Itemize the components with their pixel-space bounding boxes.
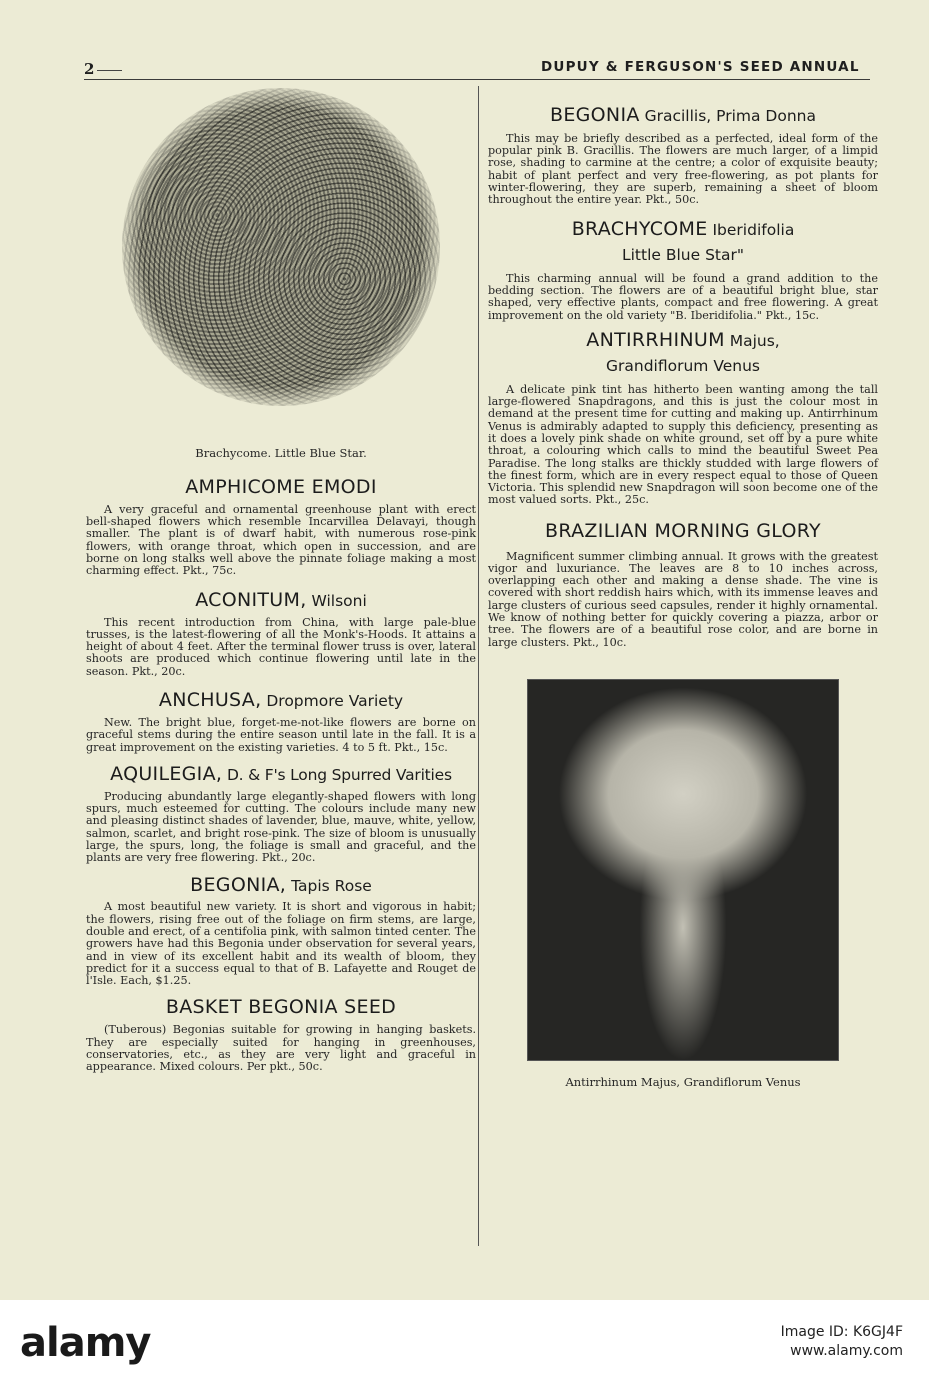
column-divider xyxy=(478,86,479,1246)
heading-brachycome: BRACHYCOME Iberidifolia xyxy=(571,217,795,240)
alamy-logo: alamy xyxy=(20,1320,151,1366)
text-begonia-tapis: A most beautiful new variety. It is short and vigorous in habit; the flowers, rising free out of the foliage on firm stems, are large, double and erect, of a centifolia pink, with salmon tinted center. The growers have had this Begonia under observation for several years, and in view of its excellent habit and its wealth of bloom, they predict for it a success equal to that of B. Lafayette and Rouget de l'Isle. Each, $1.25. xyxy=(86,900,476,988)
running-header-title: DUPUY & FERGUSON'S SEED ANNUAL xyxy=(541,59,860,75)
text-begonia-gracillis: This may be briefly described as a perfected, ideal form of the popular pink B. Gracillis. The flowers are much larger, of a limpid rose, shading to carmine at the centre; a color of exquisite beauty; habit of plant perfect and very free-flowering, as pot plants for winter-flowering, they are superb, remaining a sheet of bloom throughout the entire year. Pkt., 50c. xyxy=(488,131,878,207)
text-basket-begonia: (Tuberous) Begonias suitable for growing in hanging baskets. They are especially suited for hanging in greenhouses, conservatories, etc., as they are very light and graceful in appearance. Mixed colours. Per pkt., 50c. xyxy=(86,1023,476,1074)
subheading-brachycome: Little Blue Star" xyxy=(621,245,744,264)
image-id-label: Image ID: K6GJ4F xyxy=(780,1324,903,1340)
heading-aconitum: ACONITUM, Wilsoni xyxy=(195,588,367,611)
heading-antirrhinum: ANTIRRHINUM Majus, xyxy=(586,328,780,351)
text-antirrhinum: A delicate pink tint has hitherto been wanting among the tall large-flowered Snapdragons, and this is just the colour most in demand at the present time for cutting and making up. Antirrhinum Venus is admirably adapted to supply this deficiency, presenting as it does a lovely pink shade on white ground, set off by a pure white throat, a colouring which calls to mind the beautiful Sweet Pea Paradise. The long stalks are thickly studded with large flowers of the finest form, which are in every respect equal to those of Queen Victoria. This splendid new Snapdragon will soon become one of the most valued sorts. Pkt., 25c. xyxy=(488,382,878,507)
heading-aquilegia: AQUILEGIA, D. & F's Long Spurred Varities xyxy=(110,762,452,785)
brachycome-photo xyxy=(122,88,440,406)
right-column xyxy=(488,84,878,1089)
antirrhinum-photo xyxy=(527,679,839,1061)
subheading-antirrhinum: Grandiflorum Venus xyxy=(606,356,760,375)
heading-begonia-tapis: BEGONIA, Tapis Rose xyxy=(190,873,372,896)
page-number: 2 xyxy=(84,60,95,78)
watermark-info xyxy=(781,1323,903,1361)
text-amphicome: A very graceful and ornamental greenhouse plant with erect bell-shaped flowers which resemble Incarvillea Delavayi, though smaller. The plant is of dwarf habit, with numerous rose-pink flowers, with orange throat, which open in succession, and are borne on long stalks well above the pinnate foliage making a most charming effect. Pkt., 75c. xyxy=(86,502,476,578)
heading-basket-begonia: BASKET BEGONIA SEED xyxy=(165,996,397,1019)
left-column xyxy=(86,84,476,1074)
site-label: www.alamy.com xyxy=(790,1343,903,1359)
antirrhinum-caption: Antirrhinum Majus, Grandiflorum Venus xyxy=(565,1074,801,1089)
text-aconitum: This recent introduction from China, with large pale-blue trusses, is the latest-flowering of all the Monk's-Hoods. It attains a height of about 4 feet. After the terminal flower truss is over, lateral shoots are produced which continue flowering until late in the season. Pkt., 20c. xyxy=(86,615,476,678)
text-aquilegia: Producing abundantly large elegantly-shaped flowers with long spurs, much esteemed for cutting. The colours include many new and pleasing distinct shades of lavender, blue, mauve, white, yellow, salmon, scarlet, and bright rose-pink. The size of bloom is unusually large, the spurs, long, the foliage is small and graceful, and the plants are very free flowering. Pkt., 20c. xyxy=(86,789,476,865)
heading-amphicome: AMPHICOME EMODI xyxy=(185,476,377,498)
heading-brazilian-morning-glory: BRAZILIAN MORNING GLORY xyxy=(545,519,821,542)
heading-begonia-gracillis: BEGONIA Gracillis, Prima Donna xyxy=(550,104,816,126)
text-brazilian-morning-glory: Magnificent summer climbing annual. It grows with the greatest vigor and luxuriance. The leaves are 8 to 10 inches across, overlapping each other and making a dense shade. The vine is covered with short reddish hairs which, with its immense leaves and large clusters of curious seed capsules, render it highly ornamental. We know of nothing better for quickly covering a piazza, arbor or tree. The flowers are of a beautiful rose color, and are borne in large clusters. Pkt., 10c. xyxy=(488,549,879,649)
heading-anchusa: ANCHUSA, Dropmore Variety xyxy=(158,689,404,712)
text-brachycome: This charming annual will be found a grand addition to the bedding section. The flowers are of a beautiful bright blue, star shaped, very effective plants, compact and free flowering. A great improvement on the old variety "B. Iberidifolia." Pkt., 15c. xyxy=(488,271,878,322)
text-anchusa: New. The bright blue, forget-me-not-like flowers are borne on graceful stems during the entire season until late in the fall. It is a great improvement on the existing varieties. 4 to 5 ft. Pkt., 15c. xyxy=(86,715,476,754)
brachycome-caption: Brachycome. Little Blue Star. xyxy=(195,446,367,460)
header-rule xyxy=(84,79,870,80)
header-dash xyxy=(97,70,122,71)
